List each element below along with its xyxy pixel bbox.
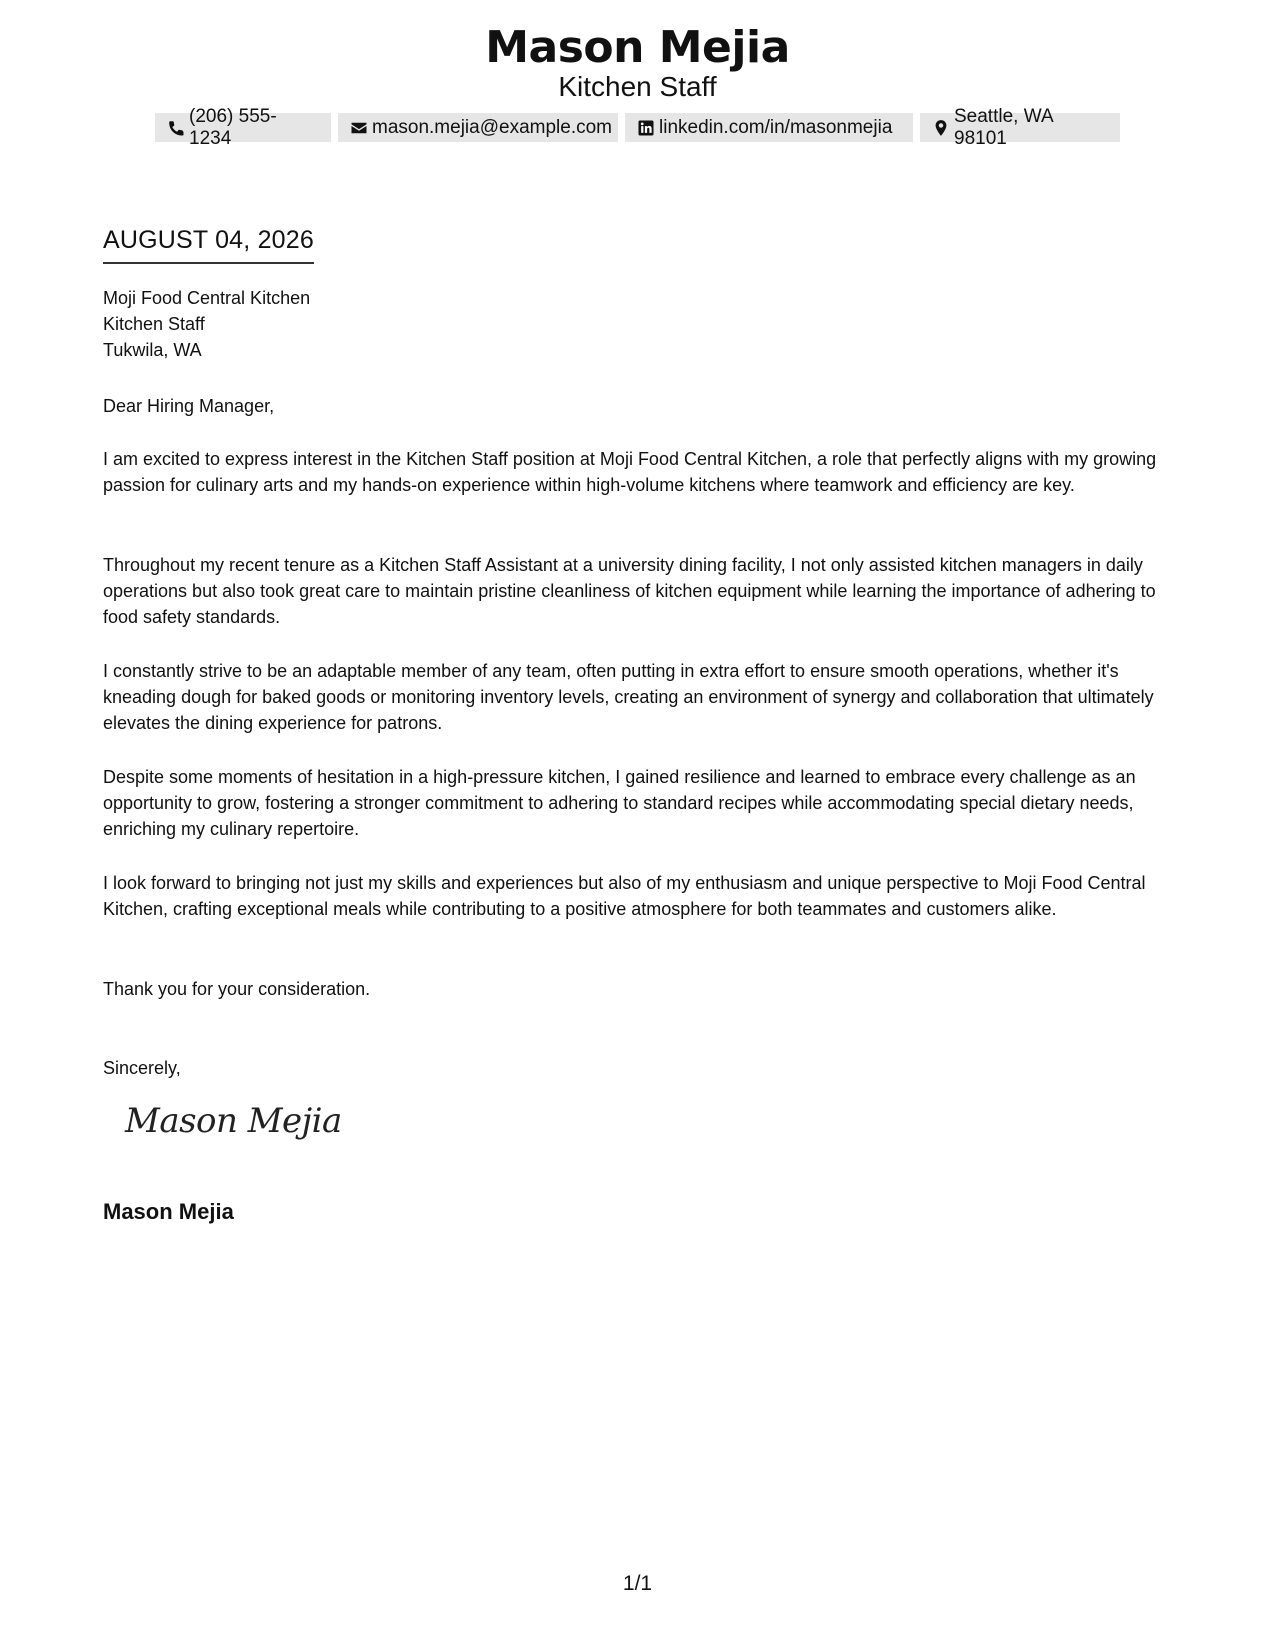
location-text: Seattle, WA 98101 — [954, 105, 1053, 149]
signer-name: Mason Mejia — [103, 1199, 234, 1224]
thanks-line: Thank you for your consideration. — [103, 979, 371, 999]
page-number: 1/1 — [622, 1572, 653, 1595]
contact-email — [338, 113, 618, 142]
contact-phone — [155, 105, 331, 149]
salutation: Dear Hiring Manager, — [103, 396, 275, 416]
letter-date: AUGUST 04, 2026 — [103, 224, 314, 264]
body-paragraph: I look forward to bringing not just my skills and experiences but also of my enthusiasm and unique perspective to Moji Food Central Kitchen, crafting exceptional meals while contributing to a positive atmosphere for both teammates and customers alike. — [103, 873, 1146, 919]
applicant-name: Mason Mejia — [485, 22, 790, 73]
envelope-icon — [350, 119, 368, 137]
recipient-block — [103, 285, 310, 363]
recipient-position: Kitchen Staff — [103, 314, 205, 334]
linkedin-icon — [637, 119, 655, 137]
contact-linkedin — [625, 113, 913, 142]
closing: Sincerely, — [103, 1058, 181, 1078]
recipient-location: Tukwila, WA — [103, 340, 202, 360]
applicant-title: Kitchen Staff — [558, 71, 717, 102]
body-paragraph: I am excited to express interest in the Kitchen Staff position at Moji Food Central Kitchen, a role that perfectly aligns with my growing passion for culinary arts and my hands-on experience within high-volume kitchens where teamwork and efficiency are key. — [103, 449, 1157, 495]
map-pin-icon — [932, 119, 950, 137]
body-paragraph: Throughout my recent tenure as a Kitchen Staff Assistant at a university dining facility, I not only assisted kitchen managers in daily operations but also took great care to maintain pristine cleanliness of kitchen equipment while learning the importance of adhering to food safety standards. — [103, 555, 1156, 627]
recipient-company: Moji Food Central Kitchen — [103, 288, 311, 308]
linkedin-text: linkedin.com/in/masonmejia — [659, 116, 893, 138]
body-paragraph: Despite some moments of hesitation in a high-pressure kitchen, I gained resilience and learned to embrace every challenge as an opportunity to grow, fostering a stronger commitment to adhering to standard recipes while accommodating special dietary needs, enriching my culinary repertoire. — [103, 767, 1136, 839]
phone-icon — [167, 119, 185, 137]
letter-header — [0, 22, 1275, 102]
contact-bar — [0, 105, 1275, 149]
body-paragraph: I constantly strive to be an adaptable member of any team, often putting in extra effort to ensure smooth operations, whether it's kneading dough for baked goods or monitoring inventory levels, creating an environment of synergy and collaboration that ultimately elevates the dining experience for patrons. — [103, 661, 1154, 733]
email-text: mason.mejia@example.com — [372, 116, 612, 138]
handwritten-signature: Mason Mejia — [125, 1101, 342, 1141]
contact-location — [920, 105, 1120, 149]
phone-text: (206) 555-1234 — [189, 105, 277, 149]
